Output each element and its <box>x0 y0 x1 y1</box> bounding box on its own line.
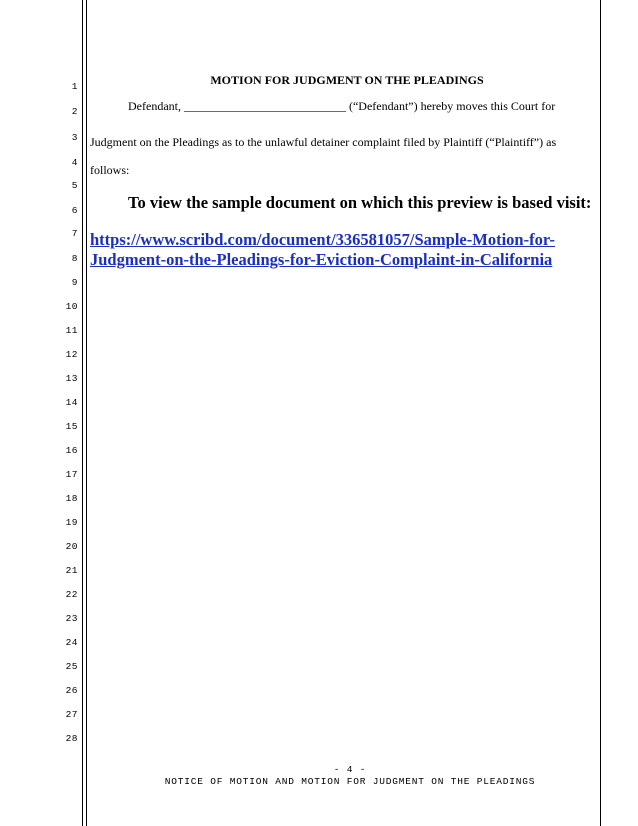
footer-caption: NOTICE OF MOTION AND MOTION FOR JUDGMENT ON THE PLEADINGS <box>164 776 536 787</box>
line-number: 26 <box>65 685 78 696</box>
line-number: 4 <box>71 157 78 168</box>
line-number: 18 <box>65 493 78 504</box>
document-title: MOTION FOR JUDGMENT ON THE PLEADINGS <box>210 73 484 87</box>
sample-document-link-line-2[interactable]: Judgment-on-the-Pleadings-for-Eviction-Complaint-in-California <box>90 250 553 269</box>
line-number: 21 <box>65 565 78 576</box>
left-margin-rule-inner <box>86 0 87 826</box>
line-number: 9 <box>71 277 78 288</box>
line-number: 8 <box>71 253 78 264</box>
body-line-1: Defendant, ___________________________ (“Defendant”) hereby moves this Court for <box>128 99 556 113</box>
line-number: 11 <box>65 325 78 336</box>
line-number: 12 <box>65 349 78 360</box>
line-number: 25 <box>65 661 78 672</box>
line-number: 5 <box>71 180 78 191</box>
page-number: - 4 - <box>333 764 367 775</box>
line-number: 15 <box>65 421 78 432</box>
line-number: 14 <box>65 397 78 408</box>
line-number: 27 <box>65 709 78 720</box>
line-number: 22 <box>65 589 78 600</box>
body-line-3: follows: <box>90 163 130 177</box>
body-line-2: Judgment on the Pleadings as to the unlawful detainer complaint filed by Plaintiff (“Plaintiff”) as <box>90 135 557 149</box>
line-number: 28 <box>65 733 78 744</box>
line-number: 2 <box>71 106 78 117</box>
line-number: 3 <box>71 132 78 143</box>
line-number: 16 <box>65 445 78 456</box>
line-number: 13 <box>65 373 78 384</box>
right-margin-rule <box>600 0 601 826</box>
line-number: 1 <box>71 81 78 92</box>
left-margin-rule-outer <box>82 0 83 826</box>
line-number: 24 <box>65 637 78 648</box>
line-number: 6 <box>71 205 78 216</box>
line-number: 7 <box>71 228 78 239</box>
line-number: 20 <box>65 541 78 552</box>
preview-note: To view the sample document on which this preview is based visit: <box>128 193 592 212</box>
line-number: 19 <box>65 517 78 528</box>
sample-document-link-line-1[interactable]: https://www.scribd.com/document/336581057/Sample-Motion-for- <box>90 230 556 249</box>
line-number: 17 <box>65 469 78 480</box>
line-number: 23 <box>65 613 78 624</box>
line-number: 10 <box>65 301 78 312</box>
